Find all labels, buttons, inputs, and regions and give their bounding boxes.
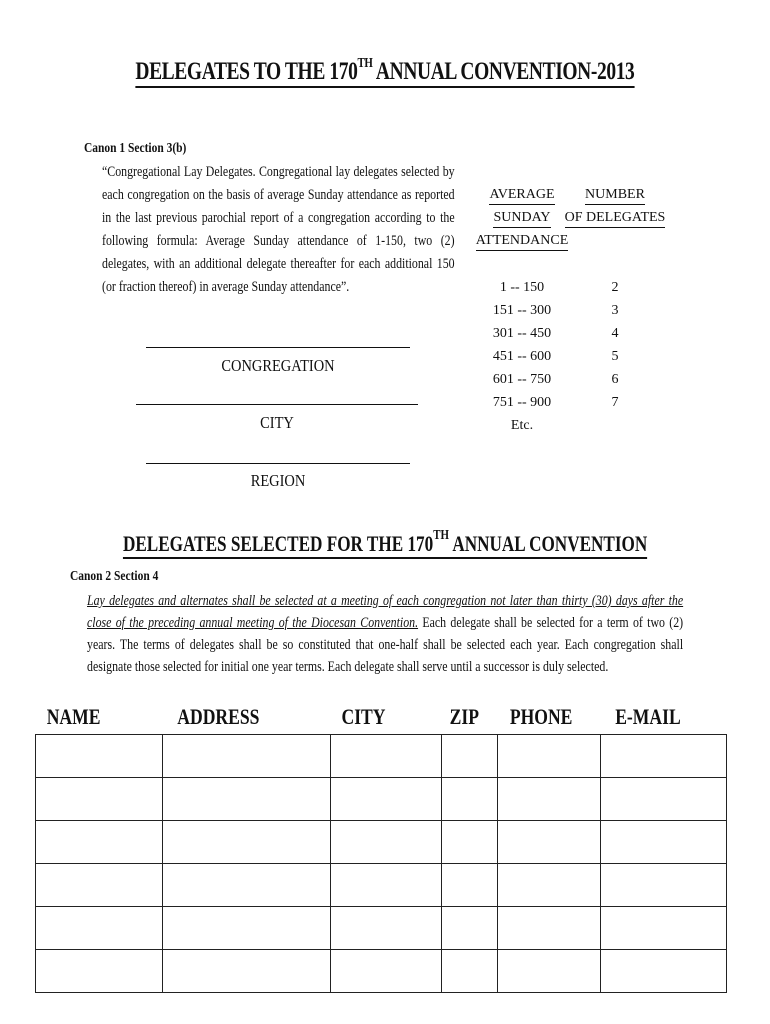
attendance-range: 1 -- 150 bbox=[499, 280, 545, 295]
canon1-heading: Canon 1 Section 3(b) bbox=[84, 141, 187, 156]
phone-cell[interactable] bbox=[498, 907, 601, 950]
address-cell[interactable] bbox=[162, 735, 330, 778]
table-row bbox=[36, 778, 727, 821]
zip-cell[interactable] bbox=[442, 735, 498, 778]
delegate-count: 2 bbox=[611, 280, 619, 295]
congregation-field-line[interactable] bbox=[146, 347, 410, 348]
canon2-underlined-text: Lay delegates and alternates shall be selected at a meeting of each congregation not later than thirty (30) days after the close of the preceding annual meeting of the Diocesan Convention. bbox=[87, 593, 684, 631]
address-cell[interactable] bbox=[162, 950, 330, 993]
section-title-text-rest: ANNUAL CONVENTION bbox=[448, 531, 648, 556]
canon2-text bbox=[87, 590, 683, 678]
address-cell[interactable] bbox=[162, 907, 330, 950]
title-superscript: TH bbox=[357, 56, 373, 71]
section-title-superscript: TH bbox=[433, 528, 449, 543]
delegate-count: 5 bbox=[611, 349, 619, 364]
phone-cell[interactable] bbox=[498, 821, 601, 864]
column-header-phone: PHONE bbox=[509, 704, 573, 729]
delegate-count: 3 bbox=[611, 303, 619, 318]
delegate-count: 6 bbox=[611, 372, 619, 387]
section-title bbox=[0, 528, 770, 559]
column-header-name: NAME bbox=[46, 704, 101, 729]
email-cell[interactable] bbox=[601, 821, 727, 864]
phone-cell[interactable] bbox=[498, 864, 601, 907]
zip-cell[interactable] bbox=[442, 864, 498, 907]
zip-cell[interactable] bbox=[442, 950, 498, 993]
phone-cell[interactable] bbox=[498, 735, 601, 778]
table-row bbox=[36, 950, 727, 993]
attendance-range: Etc. bbox=[510, 418, 534, 433]
delegates-header-line1: NUMBER bbox=[585, 186, 645, 205]
city-cell[interactable] bbox=[330, 735, 442, 778]
phone-cell[interactable] bbox=[498, 778, 601, 821]
city-cell[interactable] bbox=[330, 950, 442, 993]
email-cell[interactable] bbox=[601, 907, 727, 950]
address-cell[interactable] bbox=[162, 864, 330, 907]
column-header-city: CITY bbox=[341, 704, 386, 729]
address-cell[interactable] bbox=[162, 778, 330, 821]
page-title bbox=[0, 58, 770, 88]
title-text-rest: ANNUAL CONVENTION-2013 bbox=[372, 58, 635, 85]
city-cell[interactable] bbox=[330, 778, 442, 821]
region-field-line[interactable] bbox=[146, 463, 410, 464]
canon2-heading: Canon 2 Section 4 bbox=[70, 569, 159, 584]
region-label: REGION bbox=[250, 471, 306, 490]
name-cell[interactable] bbox=[36, 735, 163, 778]
attendance-header-line3: ATTENDANCE bbox=[476, 232, 569, 251]
attendance-range: 751 -- 900 bbox=[492, 395, 552, 410]
city-cell[interactable] bbox=[330, 821, 442, 864]
name-cell[interactable] bbox=[36, 821, 163, 864]
name-cell[interactable] bbox=[36, 950, 163, 993]
email-cell[interactable] bbox=[601, 735, 727, 778]
table-row bbox=[36, 907, 727, 950]
zip-cell[interactable] bbox=[442, 907, 498, 950]
column-header-email: E-MAIL bbox=[615, 704, 681, 729]
attendance-header-line2: SUNDAY bbox=[493, 209, 550, 228]
zip-cell[interactable] bbox=[442, 821, 498, 864]
email-cell[interactable] bbox=[601, 950, 727, 993]
attendance-range: 601 -- 750 bbox=[492, 372, 552, 387]
title-text: DELEGATES TO THE 170 bbox=[135, 58, 358, 85]
phone-cell[interactable] bbox=[498, 950, 601, 993]
canon2-text-rest: Each delegate shall be selected for a term of two (2) years. The terms of delegates shall be so constituted that one-half shall be selected each year. Each congregation shall designate those selected for initial one year terms. Each delegate shall serve until a successor is duly selected. bbox=[87, 615, 684, 675]
email-cell[interactable] bbox=[601, 864, 727, 907]
delegates-header-line2: OF DELEGATES bbox=[565, 209, 666, 228]
table-row bbox=[36, 735, 727, 778]
city-field-line[interactable] bbox=[136, 404, 418, 405]
name-cell[interactable] bbox=[36, 864, 163, 907]
city-cell[interactable] bbox=[330, 864, 442, 907]
name-cell[interactable] bbox=[36, 778, 163, 821]
canon1-text bbox=[102, 161, 455, 299]
attendance-header-line1: AVERAGE bbox=[489, 186, 554, 205]
column-header-address: ADDRESS bbox=[177, 704, 260, 729]
attendance-range: 151 -- 300 bbox=[492, 303, 552, 318]
delegate-entry-table bbox=[35, 734, 727, 993]
table-row bbox=[36, 864, 727, 907]
canon1-paragraph: “Congregational Lay Delegates. Congregational lay delegates selected by each congregation on the basis of average Sunday attendance as reported in the last previous parochial report of a congregation according to the following formula: Average Sunday attendance of 1-150, two (2) delegates, with an additional delegate thereafter for each additional 150 (or fraction thereof) in average Sunday attendance”. bbox=[102, 164, 455, 295]
zip-cell[interactable] bbox=[442, 778, 498, 821]
delegates-column bbox=[556, 276, 674, 414]
city-cell[interactable] bbox=[330, 907, 442, 950]
column-header-zip: ZIP bbox=[449, 704, 480, 729]
table-row bbox=[36, 821, 727, 864]
address-cell[interactable] bbox=[162, 821, 330, 864]
congregation-label: CONGREGATION bbox=[221, 356, 335, 375]
attendance-range: 301 -- 450 bbox=[492, 326, 552, 341]
delegate-count: 4 bbox=[611, 326, 619, 341]
delegate-count: 7 bbox=[611, 395, 619, 410]
name-cell[interactable] bbox=[36, 907, 163, 950]
delegates-header bbox=[556, 183, 674, 229]
email-cell[interactable] bbox=[601, 778, 727, 821]
attendance-range: 451 -- 600 bbox=[492, 349, 552, 364]
section-title-text: DELEGATES SELECTED FOR THE 170 bbox=[122, 531, 434, 556]
city-label: CITY bbox=[260, 413, 294, 432]
